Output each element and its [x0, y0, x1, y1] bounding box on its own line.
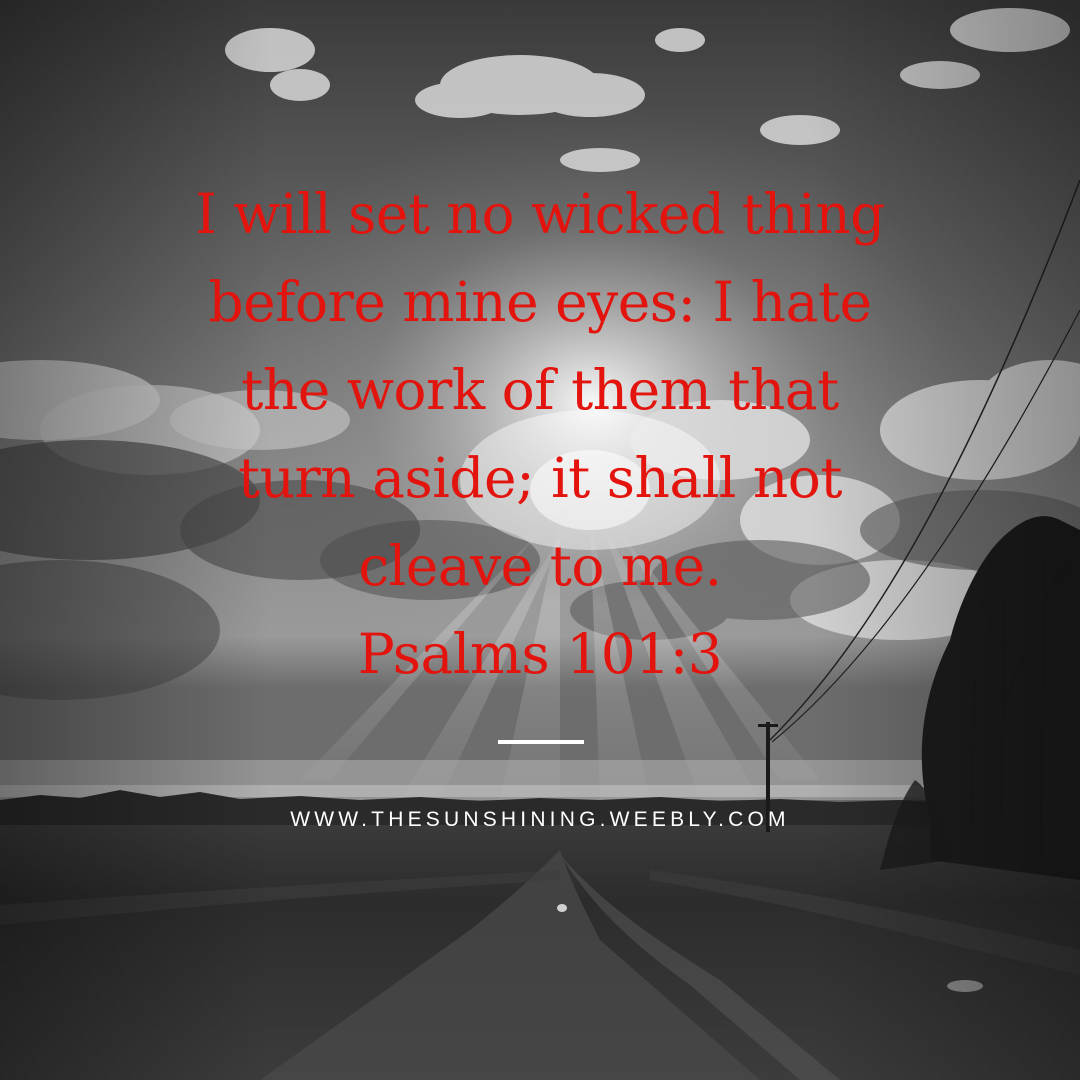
- verse-quote: [150, 170, 930, 698]
- verse-line-3: the work of them that: [241, 358, 839, 422]
- verse-line-1: I will set no wicked thing: [195, 182, 885, 246]
- website-url: WWW.THESUNSHINING.WEEBLY.COM: [290, 808, 790, 831]
- verse-line-2: before mine eyes: I hate: [208, 270, 872, 334]
- divider-line: [498, 740, 584, 744]
- verse-reference: Psalms 101:3: [357, 622, 723, 686]
- verse-line-4: turn aside; it shall not: [237, 446, 842, 510]
- verse-line-5: cleave to me.: [358, 534, 722, 598]
